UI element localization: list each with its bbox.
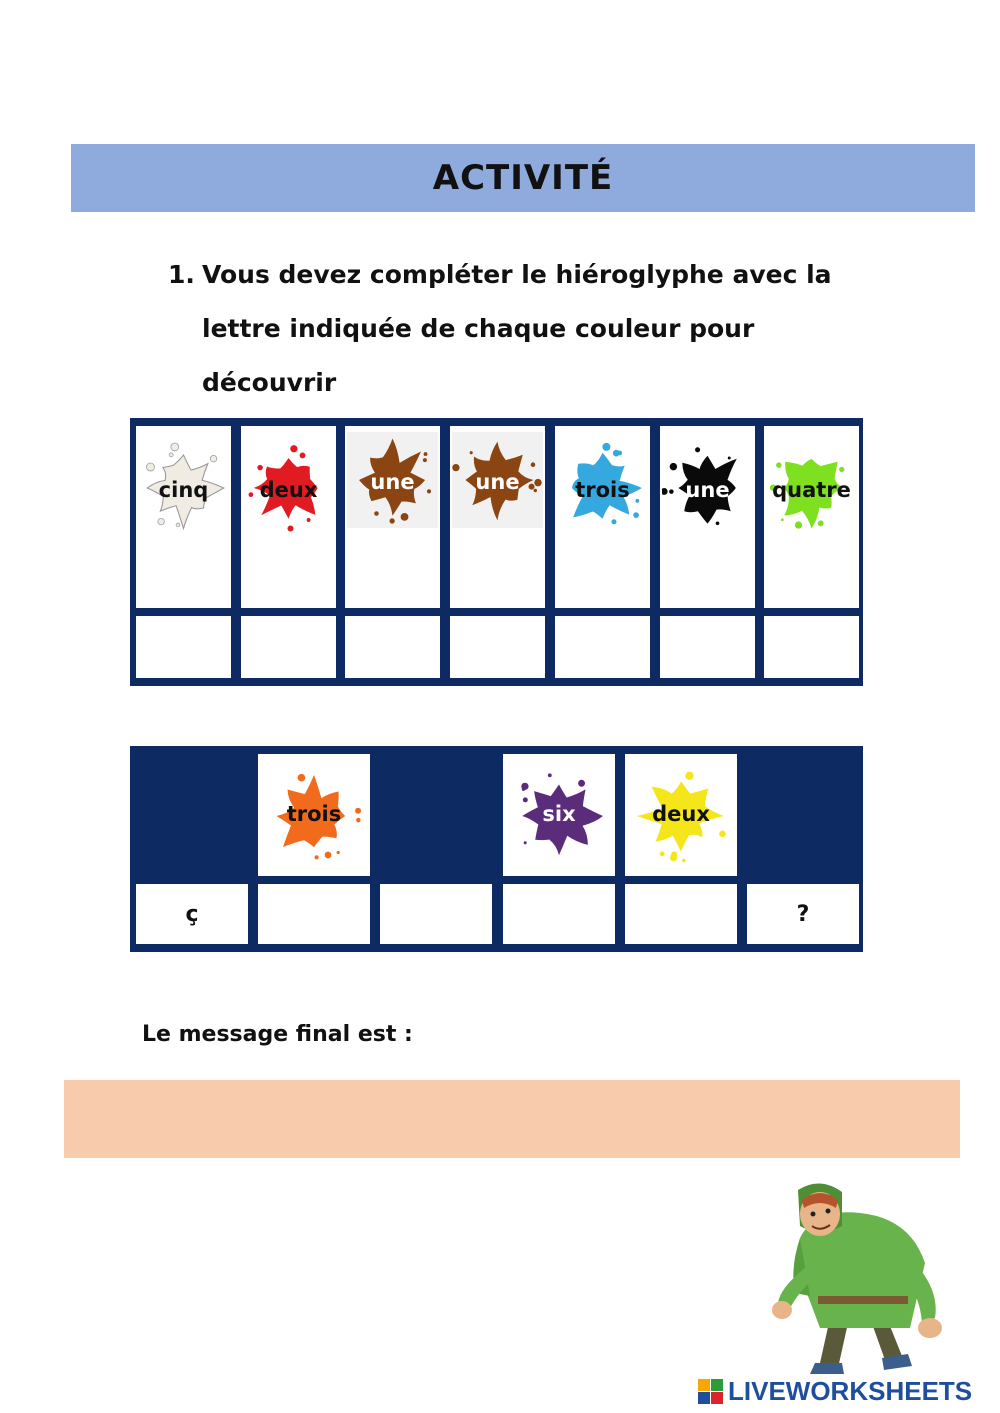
splash-cell [345,426,440,608]
splash-label: six [542,802,576,826]
answer-cell[interactable]: ç [136,884,248,944]
paint-splash [266,768,362,864]
answer-cell[interactable] [625,884,737,944]
splash-label: cinq [158,478,209,502]
answer-cell[interactable] [136,616,231,678]
paint-splash [557,440,648,536]
answer-cell[interactable] [345,616,440,678]
logo-text: LIVEWORKSHEETS [728,1376,973,1406]
splash-cell [764,426,859,608]
answer-cell[interactable] [503,884,615,944]
answer-cell[interactable] [241,616,336,678]
answer-cell[interactable] [380,884,492,944]
paint-splash [766,440,857,536]
paint-splash [138,440,229,536]
instruction-number: 1. [168,260,195,289]
answer-cell[interactable] [258,884,370,944]
paint-splash [243,440,334,536]
title-bar [71,144,975,212]
paint-splash [633,768,729,864]
instruction-line-2: lettre indiquée de chaque couleur pour découvrir [202,314,755,397]
splash-label: trois [575,478,630,502]
answer-cell[interactable] [450,616,545,678]
splash-cell [660,426,755,608]
answer-cell[interactable] [764,616,859,678]
answer-cell[interactable] [660,616,755,678]
splash-cell [625,754,737,876]
answer-cell[interactable]: ? [747,884,859,944]
answer-cell[interactable] [555,616,650,678]
instruction-line-1: Vous devez compléter le hiéroglyphe avec la [202,260,832,289]
splash-label: une [685,478,730,502]
splash-cell [555,426,650,608]
splash-label: quatre [772,478,851,502]
paint-splash [662,440,753,536]
splash-cell [450,426,545,608]
mascot-illustration [760,1178,960,1383]
liveworksheets-logo [698,1376,972,1407]
paint-splash [452,432,543,528]
final-message-label: Le message final est : [142,1022,413,1047]
paint-splash [347,432,438,528]
splash-label: trois [286,802,342,826]
splash-label: une [370,470,415,494]
paint-splash [511,768,607,864]
splash-label: deux [259,478,318,502]
splash-cell [503,754,615,876]
hieroglyph-table-1 [130,418,863,686]
splash-cell [136,426,231,608]
splash-cell [241,426,336,608]
logo-icon [698,1379,724,1405]
hieroglyph-table-2 [130,746,863,952]
splash-label: deux [652,802,710,826]
page-title: ACTIVITÉ [432,158,614,198]
splash-label: une [475,470,520,494]
final-message-box[interactable] [64,1080,960,1158]
splash-cell [258,754,370,876]
